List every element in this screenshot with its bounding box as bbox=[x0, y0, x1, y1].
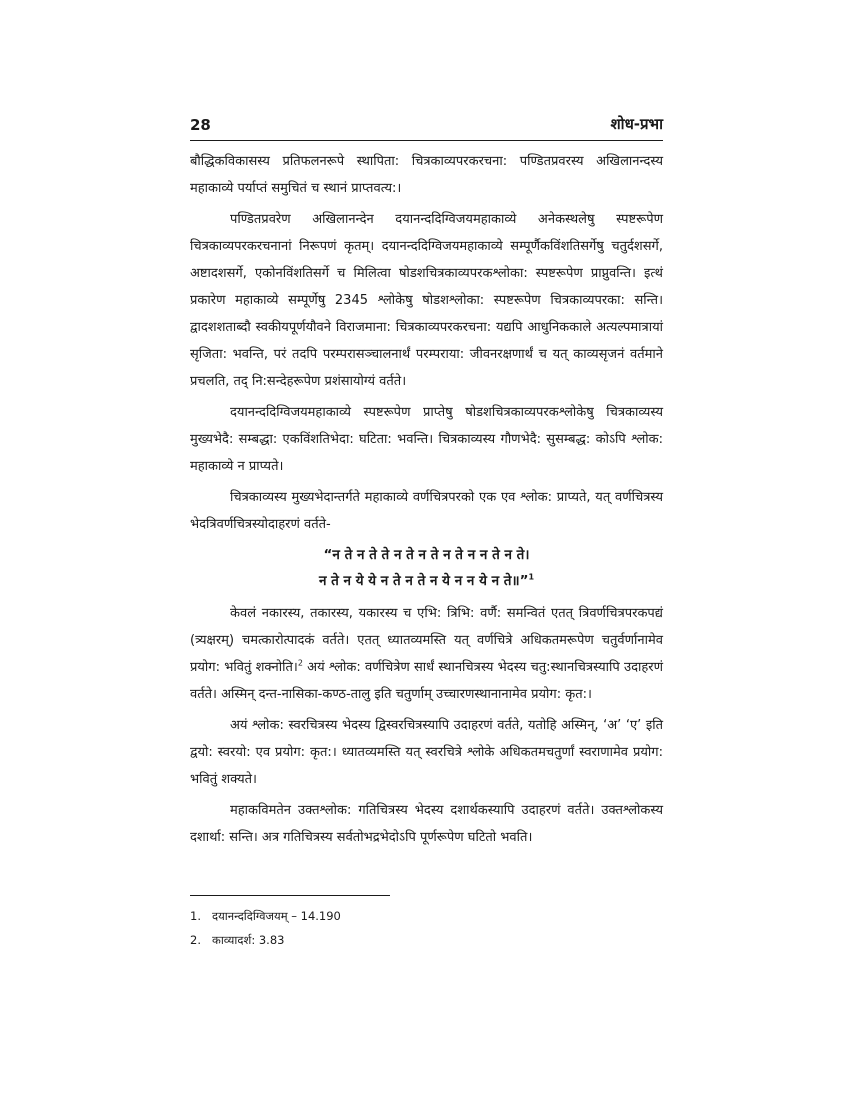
paragraph-5 bbox=[190, 600, 663, 708]
paragraph-3: दयानन्ददिग्विजयमहाकाव्ये स्पष्टरूपेण प्राप्तेषु षोडशचित्रकाव्यपरकश्लोकेषु चित्रकाव्यस्य मुख्यभेदै: सम्बद्धा: एकविंशतिभेदा: घटिता: भवन्ति। चित्रकाव्यस्य गौणभेदै: सुसम्बद्ध: कोऽपि श्लोक: महाकाव्ये न प्राप्यते। bbox=[190, 405, 663, 474]
paragraph-2: पण्डितप्रवरेण अखिलानन्देन दयानन्ददिग्विजयमहाकाव्ये अनेकस्थलेषु स्पष्टरूपेण चित्रकाव्यपरकरचनानां निरूपणं कृतम्। दयानन्ददिग्विजयमहाकाव्ये सम्पूर्णैकविंशतिसर्गेषु चतुर्दशसर्गे, अष्टादशसर्गे, एकोनविंशतिसर्गे च मिलित्वा षोडशचित्रकाव्यपरकश्लोका: स्पष्टरूपेण प्राप्नुवन्ति। इत्थं प्रकारेण महाकाव्ये सम्पूर्णेषु 2345 श्लोकेषु षोडशश्लोका: स्पष्टरूपेण चित्रकाव्यपरका: सन्ति। द्वादशशताब्दौ स्वकीयपूर्णयौवने विराजमाना: चित्रकाव्यपरकरचना: यद्यपि आधुनिककाले अत्यल्पमात्रायां सृजिता: भवन्ति, परं तदपि परम्परासञ्चालनार्थं परम्पराया: जीवनरक्षणार्थं च यत् काव्यसृजनं वर्तमाने प्रचलति, तद् नि:सन्देहरूपेण प्रशंसायोग्यं वर्तते। bbox=[190, 212, 663, 389]
paragraph-5-part-2: अयं श्लोक: वर्णचित्रेण सार्धं स्थानचित्रस्य भेदस्य चतु:स्थानचित्रस्यापि उदाहरणं वर्तते। अस्मिन् दन्त-नासिका-कण्ठ-तालु इति चतुर्णाम् उच्चारणस्थानानामेव प्रयोग: कृत:। bbox=[190, 660, 663, 702]
footnote-text: दयानन्ददिग्विजयम् – 14.190 bbox=[212, 909, 341, 923]
paragraph-4: चित्रकाव्यस्य मुख्यभेदान्तर्गते महाकाव्ये वर्णचित्रपरको एक एव श्लोक: प्राप्यते, यत् वर्णचित्रस्य भेदत्रिवर्णचित्रस्योदाहरणं वर्तते- bbox=[190, 490, 663, 532]
footnote-ref-1: 1 bbox=[528, 572, 535, 582]
footnote-ref-2: 2 bbox=[297, 658, 303, 668]
verse-line-2-text: न ते न ये ये न ते न ते न ये न न ये न ते॥” bbox=[318, 573, 529, 589]
footnote-1 bbox=[190, 904, 663, 928]
journal-title: शोध-प्रभा bbox=[610, 115, 663, 133]
footnote-divider bbox=[190, 895, 390, 896]
paragraph-7: महाकविमतेन उक्तश्लोक: गतिचित्रस्य भेदस्य दशार्थकस्यापि उदाहरणं वर्तते। उक्तश्लोकस्य दशार्था: सन्ति। अत्र गतिचित्रस्य सर्वतोभद्रभेदोऽपि पूर्णरूपेण घटितो भवति। bbox=[190, 803, 663, 845]
verse-line-1: “न ते न ते ते न ते न ते न ते न न ते न ते। bbox=[323, 547, 530, 563]
footnote-number: 2. bbox=[190, 933, 201, 947]
page-number: 28 bbox=[190, 116, 211, 134]
verse-block bbox=[190, 542, 663, 594]
footnote-2 bbox=[190, 928, 663, 952]
footnote-number: 1. bbox=[190, 909, 201, 923]
paragraph-6: अयं श्लोक: स्वरचित्रस्य भेदस्य द्विस्वरचित्रस्यापि उदाहरणं वर्तते, यतोहि अस्मिन्, ‘अ’ ‘ए’ इति द्वयो: स्वरयो: एव प्रयोग: कृत:। ध्यातव्यमस्ति यत् स्वरचित्रे श्लोके अधिकतमचतुर्णां स्वराणामेव प्रयोग: भवितुं शक्यते। bbox=[190, 718, 663, 787]
page-header bbox=[190, 114, 663, 141]
verse-line-2 bbox=[190, 568, 663, 594]
main-text bbox=[190, 148, 663, 855]
footnotes bbox=[190, 904, 663, 952]
paragraph-1: बौद्धिकविकासस्य प्रतिफलनरूपे स्थापिता: चित्रकाव्यपरकरचना: पण्डितप्रवरस्य अखिलानन्दस्य महाकाव्ये पर्याप्तं समुचितं च स्थानं प्राप्तवत्य:। bbox=[190, 154, 663, 196]
paragraph-5-part-1: केवलं नकारस्य, तकारस्य, यकारस्य च एभि: त्रिभि: वर्णै: समन्वितं एतत् त्रिवर्णचित्रपरकपद्यं (त्र्यक्षरम्) चमत्कारोत्पादकं वर्तते। एतत् ध्यातव्यमस्ति यत् वर्णचित्रे अधिकतमरूपेण चतुर्वर्णानामेव प्रयोग: भवितुं शक्नोति। bbox=[190, 606, 663, 675]
footnote-text: काव्यादर्श: 3.83 bbox=[212, 933, 285, 947]
